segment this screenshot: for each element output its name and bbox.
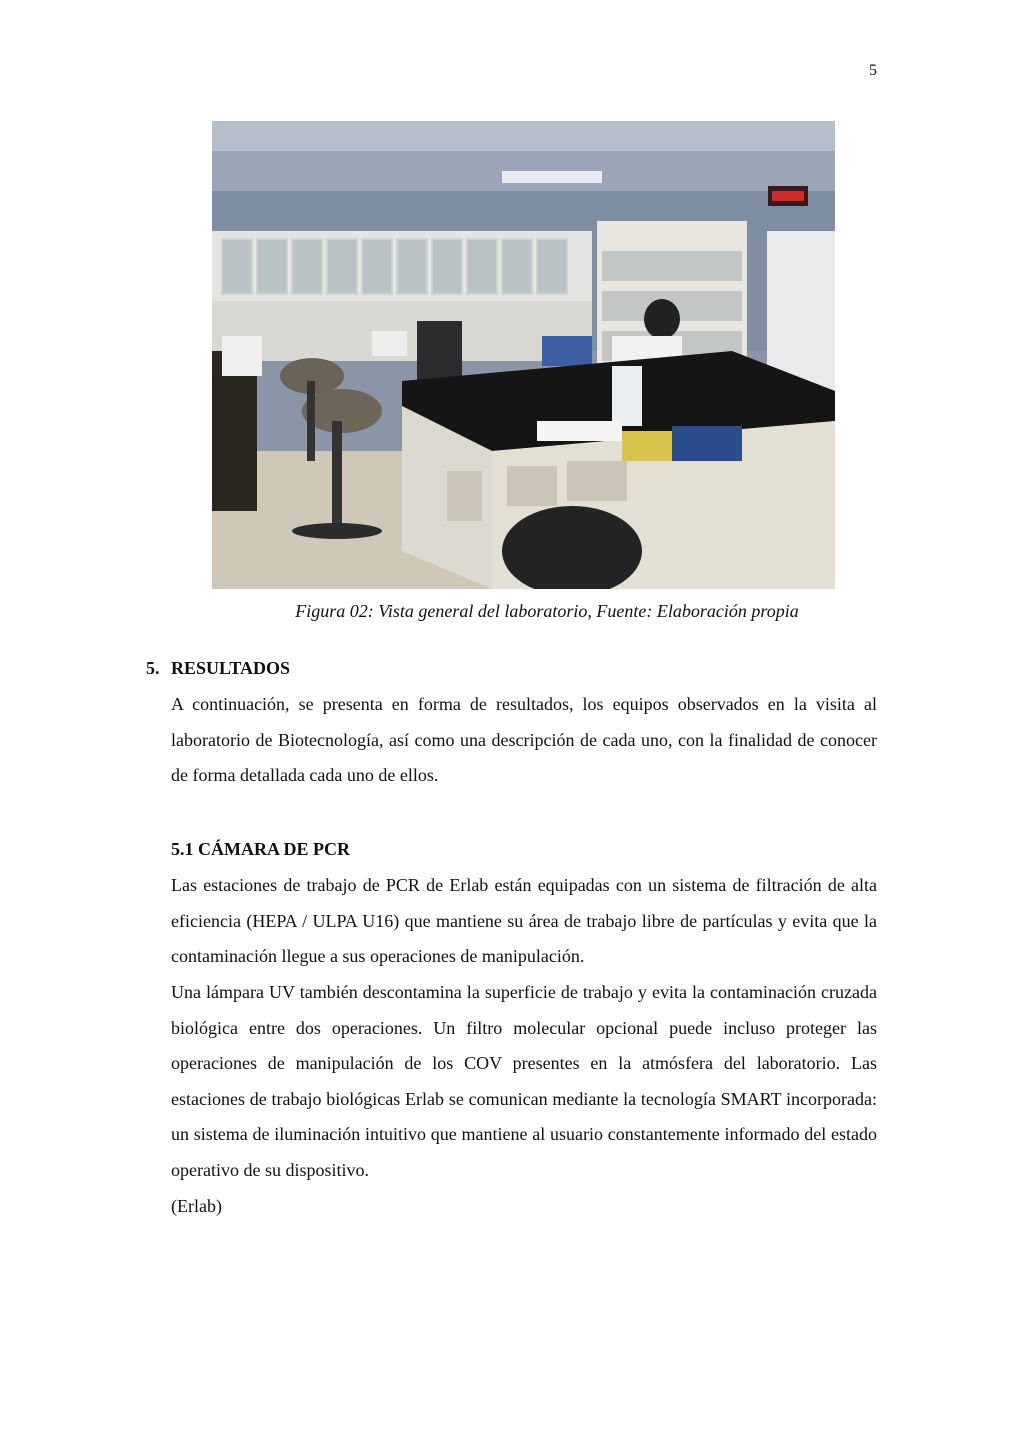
section-title: RESULTADOS <box>171 658 291 678</box>
section-intro-paragraph: A continuación, se presenta en forma de resultados, los equipos observados en la visita al laboratorio de Biotecnología, así como una descripción de cada uno, con la finalidad de conocer de forma detallada cada uno de ellos. <box>171 694 877 786</box>
page-number: 5 <box>869 62 877 79</box>
subsection-paragraph-1: Las estaciones de trabajo de PCR de Erlab están equipadas con un sistema de filtración de alta eficiencia (HEPA / ULPA U16) que mantiene su área de trabajo libre de partículas y evita que la contaminación llegue a sus operaciones de manipulación. <box>171 875 877 967</box>
section-heading <box>146 658 290 679</box>
figure-caption: Figura 02: Vista general del laboratorio, Fuente: Elaboración propia <box>295 601 799 621</box>
subsection-paragraph-2: Una lámpara UV también descontamina la superficie de trabajo y evita la contaminación cruzada biológica entre dos operaciones. Un filtro molecular opcional puede incluso proteger las operaciones de manipulación de los COV presentes en la atmósfera del laboratorio. Las estaciones de trabajo biológicas Erlab se comunican mediante la tecnología SMART incorporada: un sistema de iluminación intuitivo que mantiene al usuario constantemente informado del estado operativo de su dispositivo. <box>171 982 877 1180</box>
subsection-title: 5.1 CÁMARA DE PCR <box>171 839 350 859</box>
section-number: 5. <box>146 658 160 678</box>
laboratory-photo <box>212 121 835 589</box>
citation: (Erlab) <box>171 1196 222 1216</box>
